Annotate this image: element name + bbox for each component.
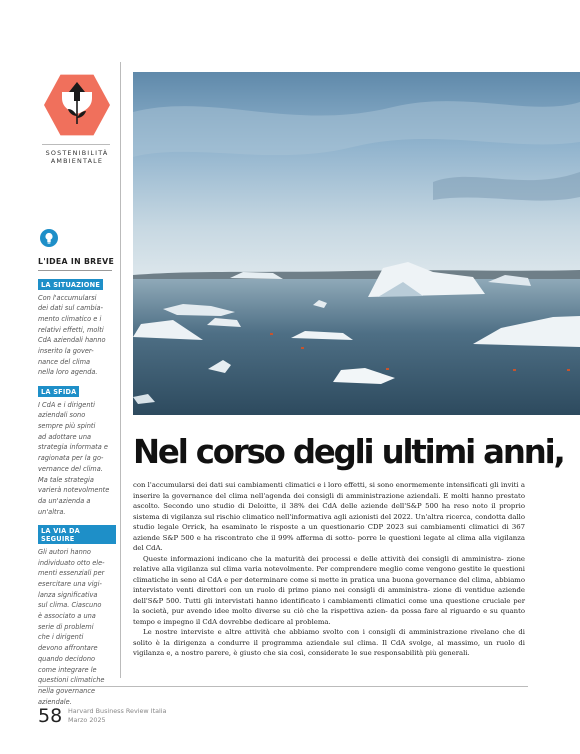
column-divider (120, 62, 121, 678)
footer-divider (38, 686, 528, 687)
article-headline: Nel corso degli ultimi anni, (133, 432, 564, 471)
lightbulb-icon (44, 232, 54, 244)
page-number: 58 (38, 705, 63, 727)
article-paragraph: con l'accumularsi dei dati sui cambiamenti climatici e i loro effetti, si sono enormemente intensificati gli inviti a inserire la governance del clima nell'agenda dei consigli di amministrazione aziendali. E molti hanno prestato ascolto. Secondo uno studio di Deloitte, il 38% dei CdA delle aziende dell'S&P 500 ha reso noto il proprio sistema di vigilanza sul rischio climatico nell'informativa agli azionisti del 2022. Un'altra ricerca, condotta dallo studio legale Orrick, ha esaminato le risposte a un questionario CDP 2023 sui cambiamenti climatici di 367 aziende S&P 500 e ha riscontrato che il 99% afferma di sotto- porre le questioni legate al clima alla vigilanza del CdA. (133, 481, 525, 552)
lightbulb-badge (40, 229, 58, 247)
sector-label: SOSTENIBILITÀ AMBIENTALE (45, 149, 109, 165)
iceberg-photo (133, 72, 580, 415)
brief-section-way-forward (38, 517, 116, 707)
sidebar (38, 68, 116, 707)
idea-in-brief-title: L'IDEA IN BREVE (38, 257, 115, 266)
article-paragraph: Le nostre interviste e altre attività che abbiamo svolto con i consigli di amministrazione rivelano che di solito è la dirigenza a condurre il programma aziendale sul clima. Il CdA svolge, al massimo, un ruolo di vigilanza e, a nostro parere, è giusto che sia così, considerate le sue responsabilità più generali. (133, 628, 525, 657)
section-tag: LA SITUAZIONE (38, 279, 103, 290)
article-body (133, 480, 525, 659)
section-tag: LA VIA DA SEGUIRE (38, 525, 116, 544)
issue-date: Marzo 2025 (68, 716, 106, 724)
section-text: Gli autori hanno individuato otto ele- menti essenziali per esercitare una vigi- lanza significativa sul clima. Ciascuno è associato a una serie di problemi che i dirigenti devono affrontare quando decidono come integrare le questioni climatiche nella governance aziendale. (38, 547, 105, 706)
article-paragraph: Queste informazioni indicano che la maturità dei processi e delle attività dei consigli di amministra- zione relative alla vigilanza sul clima varia notevolmente. Per comprendere meglio come vengono gestite le questioni climatiche in seno al CdA e per determinare come si mette in pratica una buona governance del clima, abbiamo intervistato venti direttori con un ruolo di primo piano nei consigli di amministra- zione di ventidue aziende dell'S&P 500. Tutti gli intervistati hanno identificato i cambiamenti climatici come una questione cruciale per la società, pur avendo idee molto diverse su ciò che la rispettiva azien- da possa fare al riguardo e su quanto tempo e impegno il CdA dovrebbe dedicare al problema. (133, 554, 525, 626)
section-tag: LA SFIDA (38, 386, 79, 397)
shield-plant-icon (57, 80, 97, 130)
brief-section-challenge (38, 378, 116, 517)
section-text: Con l'accumularsi dei dati sul cambia- mento climatico e i relativi effetti, molti CdA aziendali hanno inserito la gover- nance del clima nella loro agenda. (38, 293, 106, 377)
brief-section-situation (38, 271, 116, 378)
sidebar-divider (42, 144, 110, 145)
publication-name: Harvard Business Review Italia (68, 707, 167, 715)
sector-hexagon-badge (44, 72, 110, 138)
footer-info (68, 707, 166, 725)
section-text: I CdA e i dirigenti aziendali sono sempre più spinti ad adottare una strategia informata e ragionata per la go- vernance del clima. Ma tale strategia varierà notevolmente da un'azienda a un'altra. (38, 400, 110, 516)
